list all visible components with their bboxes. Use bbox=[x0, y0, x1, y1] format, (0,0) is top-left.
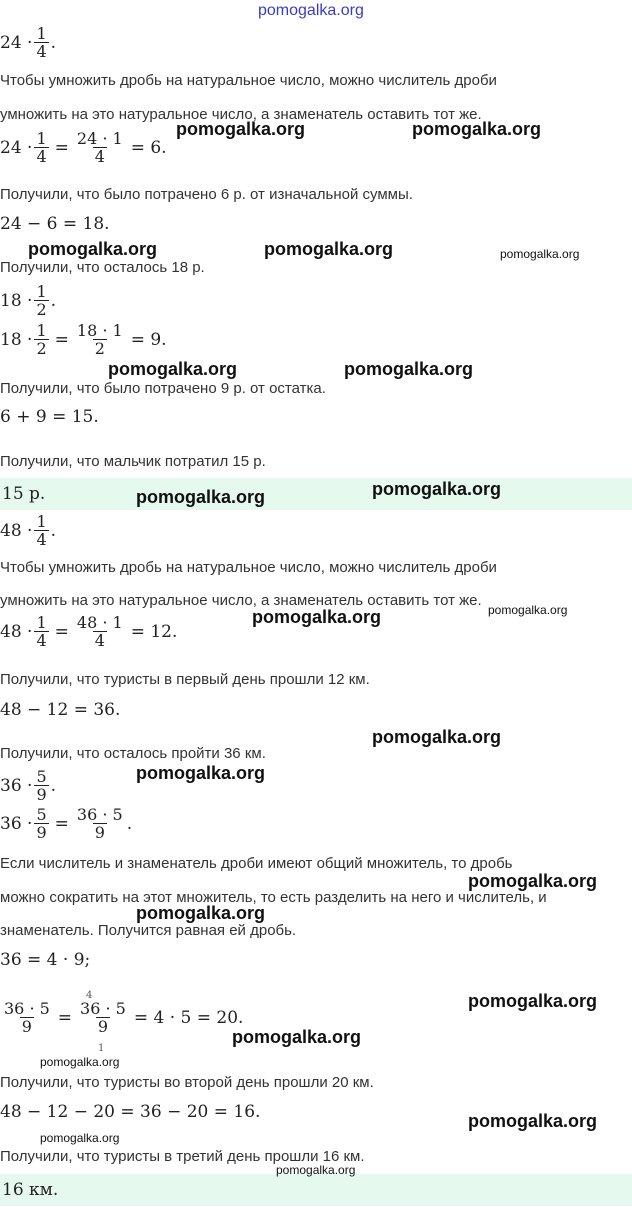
watermark: pomogalka.org bbox=[344, 359, 474, 379]
denominator: 9 bbox=[97, 1017, 109, 1036]
fraction bbox=[75, 806, 125, 841]
watermark: pomogalka.org bbox=[252, 607, 382, 627]
equals-sign: = bbox=[54, 137, 69, 158]
equation-reduction bbox=[0, 990, 247, 1054]
denominator: 9 bbox=[36, 785, 47, 804]
equation-24-quarter bbox=[0, 130, 171, 165]
rule-text-line-4: умножить на это натуральное число, а знаменатель оставить тот же. bbox=[0, 592, 482, 609]
period: . bbox=[50, 32, 57, 53]
fraction bbox=[75, 130, 125, 165]
denominator: 2 bbox=[36, 300, 47, 319]
period: . bbox=[50, 520, 57, 541]
reduced-fraction bbox=[78, 990, 128, 1054]
text-spent-6: Получили, что было потрачено 6 р. от изначальной суммы. bbox=[0, 186, 413, 203]
numerator: 1 bbox=[36, 129, 47, 148]
text-day3-16: Получили, что туристы в третий день прошли 16 км. bbox=[0, 1148, 365, 1165]
denominator: 4 bbox=[94, 631, 105, 650]
rule-text-line-3: Чтобы умножить дробь на натуральное число, можно числитель дроби bbox=[0, 559, 497, 576]
watermark-top: pomogalka.org bbox=[258, 2, 364, 19]
cancel-factor-bottom: 1 bbox=[98, 1043, 105, 1054]
math-term: 36 · bbox=[0, 813, 33, 834]
equation-18-half bbox=[0, 322, 171, 357]
watermark: pomogalka.org bbox=[176, 119, 306, 139]
watermark: pomogalka.org bbox=[372, 727, 502, 747]
period: . bbox=[50, 290, 57, 311]
numerator: 36 · 5 bbox=[80, 999, 126, 1018]
math-term: 48 · bbox=[0, 621, 33, 642]
fraction bbox=[34, 25, 48, 60]
period: . bbox=[50, 775, 57, 796]
rule-text-line-2: умножить на это натуральное число, а знаменатель оставить тот же. bbox=[0, 106, 482, 123]
text-day2-20: Получили, что туристы во второй день прошли 20 км. bbox=[0, 1074, 374, 1091]
expression-36-times-5-9 bbox=[0, 768, 56, 803]
watermark: pomogalka.org bbox=[264, 239, 394, 259]
reduce-text-line-3: знаменатель. Получится равная ей дробь. bbox=[0, 922, 297, 939]
watermark: pomogalka.org bbox=[40, 1055, 120, 1069]
fraction bbox=[34, 806, 48, 841]
denominator: 4 bbox=[36, 42, 47, 61]
watermark: pomogalka.org bbox=[40, 1131, 120, 1145]
watermark: pomogalka.org bbox=[468, 991, 598, 1011]
expression-18-times-half bbox=[0, 283, 56, 318]
reduce-text-line-2: можно сократить на этот множитель, то есть разделить на него и числитель, и bbox=[0, 889, 547, 906]
text-day1-12: Получили, что туристы в первый день прошли 12 км. bbox=[0, 671, 370, 688]
math-term: 24 · bbox=[0, 137, 33, 158]
denominator: 4 bbox=[36, 631, 47, 650]
equation-remaining: 48 − 12 − 20 = 36 − 20 = 16. bbox=[0, 1102, 261, 1122]
answer-value: 15 р. bbox=[2, 484, 46, 504]
denominator: 9 bbox=[94, 823, 105, 842]
watermark: pomogalka.org bbox=[136, 487, 266, 507]
fraction bbox=[34, 614, 48, 649]
fraction bbox=[34, 130, 48, 165]
fraction bbox=[2, 1000, 52, 1035]
result: = 4 · 5 = 20. bbox=[133, 1007, 244, 1028]
numerator: 1 bbox=[36, 613, 47, 632]
answer-box-2 bbox=[0, 1174, 632, 1206]
rule-text-line-1: Чтобы умножить дробь на натуральное число, можно числитель дроби bbox=[0, 72, 497, 89]
numerator: 1 bbox=[36, 512, 47, 531]
watermark: pomogalka.org bbox=[136, 763, 266, 783]
watermark: pomogalka.org bbox=[372, 479, 502, 499]
denominator: 4 bbox=[36, 147, 47, 166]
math-term: 24 · bbox=[0, 32, 33, 53]
equation-36-5-9 bbox=[0, 806, 132, 841]
equals-sign: = bbox=[54, 813, 69, 834]
denominator: 4 bbox=[94, 147, 105, 166]
watermark: pomogalka.org bbox=[276, 1163, 356, 1177]
denominator: 4 bbox=[36, 530, 47, 549]
result: = 12. bbox=[130, 621, 178, 642]
fraction bbox=[75, 614, 125, 649]
numerator: 5 bbox=[36, 767, 47, 786]
equation-24-minus-6: 24 − 6 = 18. bbox=[0, 214, 110, 234]
text-spent-15: Получили, что мальчик потратил 15 р. bbox=[0, 453, 266, 470]
watermark: pomogalka.org bbox=[412, 119, 542, 139]
denominator: 2 bbox=[94, 339, 105, 358]
reduce-text-line-1: Если числитель и знаменатель дроби имеют общий множитель, то дробь bbox=[0, 855, 513, 872]
result: = 9. bbox=[130, 329, 167, 350]
math-term: 18 · bbox=[0, 329, 33, 350]
answer-value: 16 км. bbox=[2, 1180, 59, 1200]
text-left-18: Получили, что осталось 18 р. bbox=[0, 259, 205, 276]
fraction bbox=[34, 283, 48, 318]
equals-sign: = bbox=[57, 1007, 73, 1028]
watermark: pomogalka.org bbox=[468, 871, 598, 891]
equation-6-plus-9: 6 + 9 = 15. bbox=[0, 407, 99, 427]
cancel-factor-top: 4 bbox=[86, 990, 93, 1001]
equation-36-eq-4x9: 36 = 4 · 9; bbox=[0, 950, 91, 970]
result: = 6. bbox=[130, 137, 167, 158]
numerator: 18 · 1 bbox=[76, 321, 123, 340]
fraction bbox=[75, 322, 125, 357]
fraction bbox=[34, 768, 48, 803]
expression-48-times-quarter bbox=[0, 513, 56, 548]
numerator: 1 bbox=[36, 321, 47, 340]
watermark: pomogalka.org bbox=[232, 1027, 362, 1047]
math-term: 18 · bbox=[0, 290, 33, 311]
text-spent-9: Получили, что было потрачено 9 р. от остатка. bbox=[0, 380, 326, 397]
text-left-36: Получили, что осталось пройти 36 км. bbox=[0, 745, 266, 762]
numerator: 1 bbox=[36, 282, 47, 301]
math-term: 48 · bbox=[0, 520, 33, 541]
expression-24-times-quarter bbox=[0, 25, 56, 60]
denominator: 9 bbox=[21, 1017, 32, 1036]
equation-48-minus-12: 48 − 12 = 36. bbox=[0, 700, 121, 720]
denominator: 2 bbox=[36, 339, 47, 358]
numerator: 1 bbox=[36, 24, 47, 43]
numerator: 5 bbox=[36, 805, 47, 824]
fraction bbox=[34, 513, 48, 548]
equals-sign: = bbox=[54, 329, 69, 350]
numerator: 36 · 5 bbox=[76, 805, 123, 824]
equals-sign: = bbox=[54, 621, 69, 642]
denominator: 9 bbox=[36, 823, 47, 842]
watermark: pomogalka.org bbox=[108, 359, 238, 379]
watermark: pomogalka.org bbox=[28, 239, 158, 259]
answer-box-1 bbox=[0, 478, 632, 510]
watermark: pomogalka.org bbox=[488, 603, 568, 617]
math-term: 36 · bbox=[0, 775, 33, 796]
numerator: 48 · 1 bbox=[76, 613, 123, 632]
fraction bbox=[34, 322, 48, 357]
watermark: pomogalka.org bbox=[468, 1111, 598, 1131]
period: . bbox=[126, 813, 133, 834]
equation-48-quarter bbox=[0, 614, 181, 649]
watermark: pomogalka.org bbox=[500, 247, 580, 261]
numerator: 24 · 1 bbox=[76, 129, 123, 148]
numerator: 36 · 5 bbox=[4, 999, 50, 1018]
watermark: pomogalka.org bbox=[136, 903, 266, 923]
